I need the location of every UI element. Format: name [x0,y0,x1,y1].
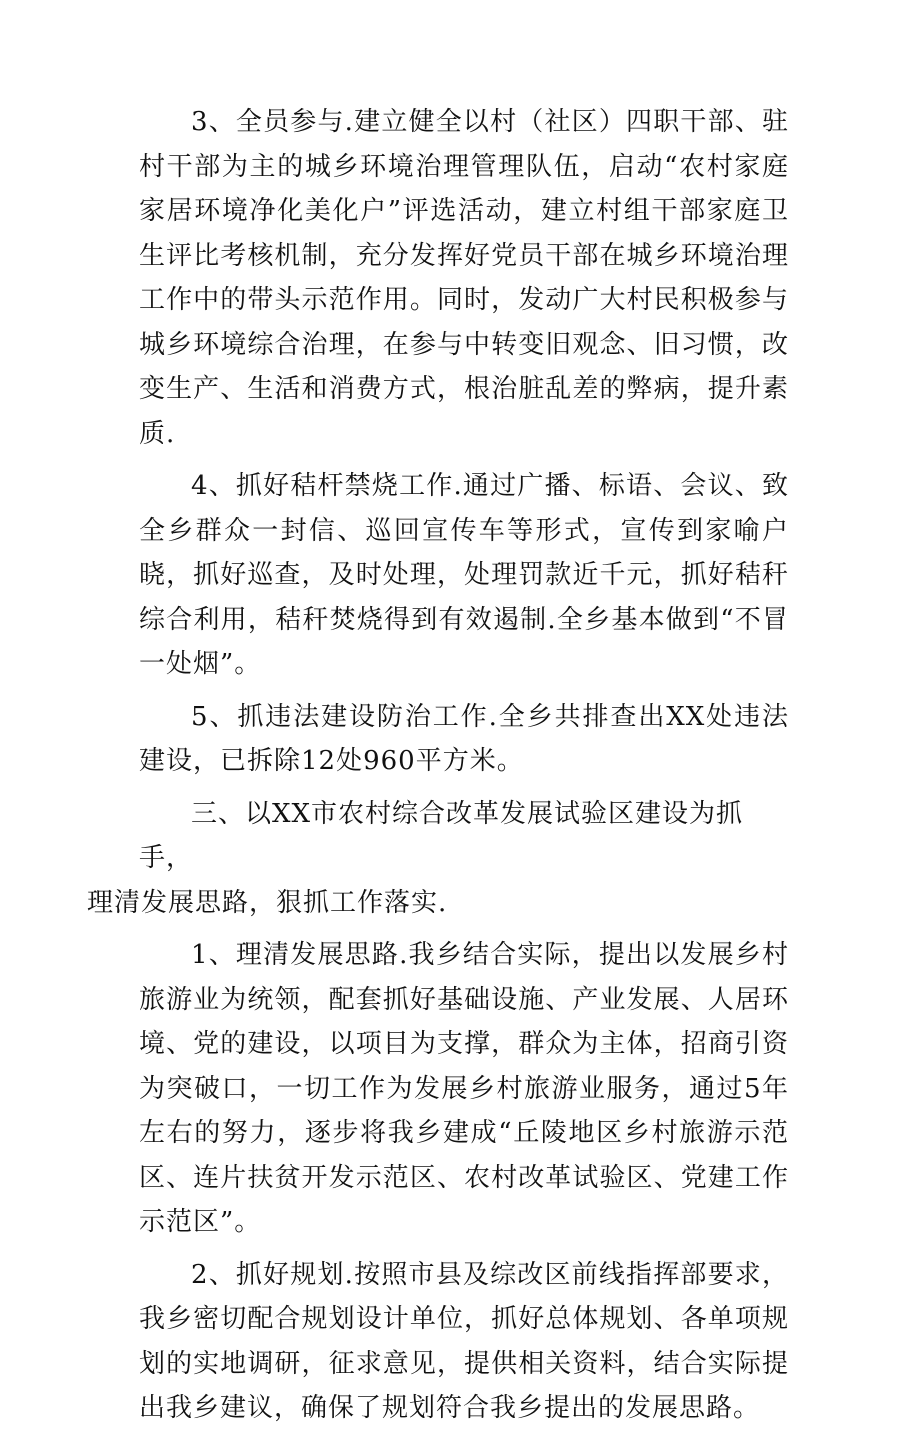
paragraph-sub-2: 2、抓好规划.按照市县及综改区前线指挥部要求，我乡密切配合规划设计单位，抓好总体规划、各单项规划的实地调研，征求意见，提供相关资料，结合实际提出我乡建议，确保了规划符合我乡提出的发展思路。 [139,1259,789,1423]
paragraph-item-3: 3、全员参与.建立健全以村（社区）四职干部、驻村干部为主的城乡环境治理管理队伍，启动“农村家庭家居环境净化美化户”评选活动，建立村组干部家庭卫生评比考核机制，充分发挥好党员干部在城乡环境治理工作中的带头示范作用。同时，发动广大村民积极参与城乡环境综合治理，在参与中转变旧观念、旧习惯，改变生产、生活和消费方式，根治脏乱差的弊病，提升素质. [139,107,789,449]
document-body [87,100,789,1439]
paragraph-item-4: 4、抓好秸杆禁烧工作.通过广播、标语、会议、致全乡群众一封信、巡回宣传车等形式，宣传到家喻户晓，抓好巡查，及时处理，处理罚款近千元，抓好秸秆综合利用，秸秆焚烧得到有效遏制.全乡基本做到“不冒一处烟”。 [139,471,789,679]
section-heading [87,792,789,926]
section-heading-line2: 理清发展思路，狠抓工作落实. [87,887,448,918]
paragraph-sub-1: 1、理清发展思路.我乡结合实际，提出以发展乡村旅游业为统领，配套抓好基础设施、产业发展、人居环境、党的建设，以项目为支撑，群众为主体，招商引资为突破口，一切工作为发展乡村旅游业服务，通过5年左右的努力，逐步将我乡建成“丘陵地区乡村旅游示范区、连片扶贫开发示范区、农村改革试验区、党建工作示范区”。 [139,940,789,1237]
paragraph-item-5: 5、抓违法建设防治工作.全乡共排查出XX处违法建设，已拆除12处960平方米。 [139,701,789,776]
section-heading-line1: 三、以XX市农村综合改革发展试验区建设为抓手， [139,798,744,873]
